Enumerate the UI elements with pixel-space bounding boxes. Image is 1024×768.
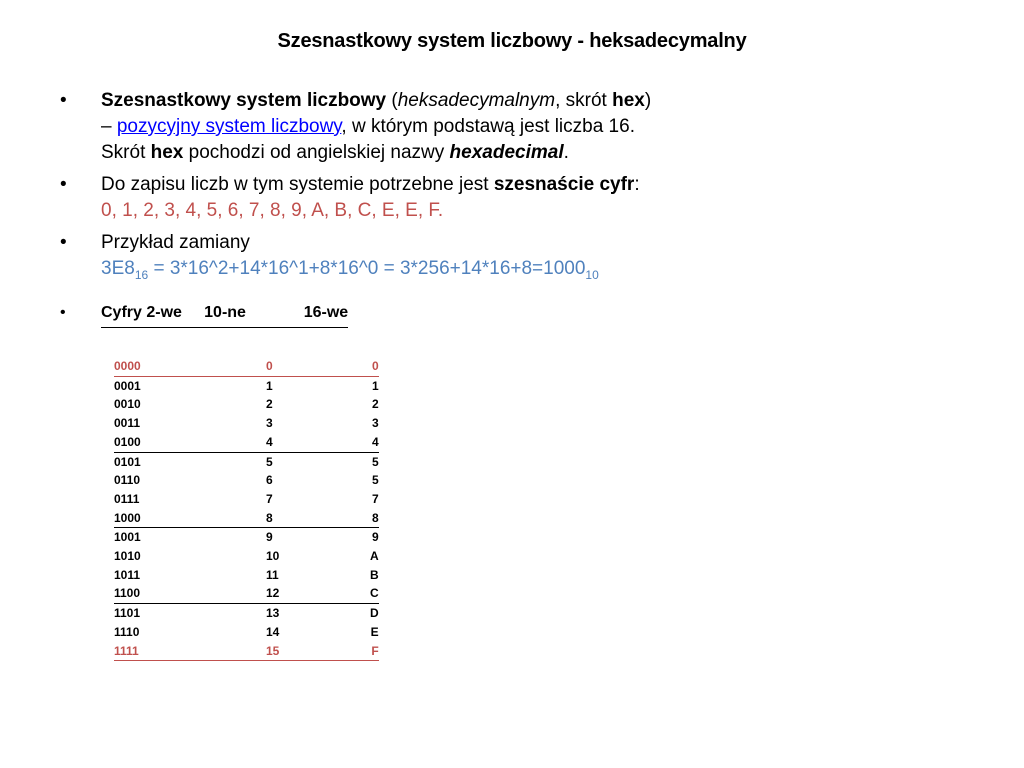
table-row xyxy=(114,642,379,661)
digits-text: Do zapisu liczb w tym systemie potrzebne jest xyxy=(101,174,494,195)
binary-cell: 1011 xyxy=(114,567,141,582)
binary-cell: 1101 xyxy=(114,606,141,621)
def-text: . xyxy=(563,142,569,163)
decimal-cell: 13 xyxy=(266,606,280,621)
hex-cell: E xyxy=(370,624,379,639)
decimal-cell: 6 xyxy=(266,473,273,488)
hex-cell: 7 xyxy=(371,491,379,506)
hex-cell: 8 xyxy=(370,509,379,528)
binary-cell: 1010 xyxy=(114,549,141,564)
hex-cell: B xyxy=(370,567,379,582)
table-row xyxy=(114,509,379,528)
binary-cell: 1111 xyxy=(114,642,266,661)
example-base-10: 10 xyxy=(585,267,599,282)
def-dash: – xyxy=(101,116,117,137)
decimal-cell: 4 xyxy=(266,433,370,452)
binary-cell: 1001 xyxy=(114,530,141,545)
hex-cell: F xyxy=(370,642,379,661)
bullet-marker: • xyxy=(60,174,67,195)
decimal-cell: 8 xyxy=(266,509,370,528)
binary-cell: 1100 xyxy=(114,584,266,603)
def-text: , w którym podstawą jest liczba 16. xyxy=(341,116,635,137)
def-hex: hex xyxy=(150,142,184,163)
decimal-cell: 1 xyxy=(266,378,273,393)
hex-cell: 1 xyxy=(371,378,379,393)
def-hexadecimal: hexadecimal xyxy=(449,142,564,163)
def-text: pochodzi od angielskiej nazwy xyxy=(183,142,450,163)
decimal-cell: 7 xyxy=(266,491,273,506)
bullet-marker: • xyxy=(60,90,67,111)
positional-system-link[interactable]: pozycyjny system liczbowy xyxy=(116,116,342,137)
table-row xyxy=(114,414,379,433)
binary-cell: 0010 xyxy=(114,397,141,412)
digits-bold: szesnaście cyfr xyxy=(493,174,635,195)
table-row xyxy=(114,395,379,414)
hex-cell: D xyxy=(370,606,379,621)
hex-cell: 5 xyxy=(371,473,379,488)
table-row xyxy=(114,623,379,642)
bullet-digits xyxy=(60,172,960,224)
conversion-table-body xyxy=(114,357,379,661)
decimal-cell: 14 xyxy=(266,624,280,639)
def-text: ( xyxy=(386,90,398,111)
hex-cell: C xyxy=(370,584,379,603)
digits-list: 0, 1, 2, 3, 4, 5, 6, 7, 8, 9, A, B, C, E, E, F. xyxy=(101,200,444,221)
bullet-table-header xyxy=(60,300,960,328)
decimal-cell: 11 xyxy=(266,567,279,582)
bullet-example xyxy=(60,230,960,282)
example-formula xyxy=(101,258,599,282)
table-row xyxy=(114,490,379,509)
conversion-table xyxy=(114,357,379,661)
hex-cell: 4 xyxy=(370,433,379,452)
table-row xyxy=(114,547,379,566)
hex-cell: 9 xyxy=(371,530,379,545)
hex-cell: 0 xyxy=(370,357,379,376)
table-header-text: Cyfry 2-we 10-ne 16-we xyxy=(101,300,348,328)
decimal-cell: 5 xyxy=(266,454,273,469)
binary-cell: 0001 xyxy=(114,378,141,393)
binary-cell: 0011 xyxy=(114,416,141,431)
hex-cell: A xyxy=(370,549,379,564)
table-row xyxy=(114,376,379,395)
slide-title: Szesnastkowy system liczbowy - heksadecymalny xyxy=(277,30,747,52)
table-row xyxy=(114,452,379,471)
decimal-cell: 10 xyxy=(266,549,280,564)
decimal-cell: 3 xyxy=(266,416,273,431)
def-text: Skrót xyxy=(101,142,151,163)
table-row xyxy=(114,471,379,490)
table-row xyxy=(114,604,379,623)
decimal-cell: 9 xyxy=(266,530,273,545)
def-italic: heksadecymalnym xyxy=(397,90,556,111)
def-text: ) xyxy=(644,90,652,111)
decimal-cell: 2 xyxy=(266,397,273,412)
table-row xyxy=(114,357,379,376)
table-row xyxy=(114,433,379,452)
bullet-list xyxy=(60,88,960,334)
example-hex-value: 3E8 xyxy=(101,258,135,279)
binary-cell: 0110 xyxy=(114,473,141,488)
binary-cell: 1110 xyxy=(114,624,140,639)
def-text: , skrót xyxy=(555,90,613,111)
bullet-definition xyxy=(60,88,960,166)
decimal-cell: 12 xyxy=(266,584,370,603)
hex-cell: 5 xyxy=(371,454,379,469)
hex-cell: 2 xyxy=(371,397,379,412)
table-row xyxy=(114,528,379,547)
example-base-16: 16 xyxy=(134,267,149,282)
table-row xyxy=(114,566,379,585)
bullet-marker: • xyxy=(60,304,66,321)
binary-cell: 1000 xyxy=(114,509,266,528)
def-term: Szesnastkowy system liczbowy xyxy=(101,90,387,111)
digits-text: : xyxy=(634,174,640,195)
example-label: Przykład zamiany xyxy=(101,232,250,253)
binary-cell: 0100 xyxy=(114,433,266,452)
binary-cell: 0000 xyxy=(114,357,266,376)
binary-cell: 0101 xyxy=(114,454,141,469)
hex-cell: 3 xyxy=(371,416,379,431)
decimal-cell: 15 xyxy=(266,642,370,661)
binary-cell: 0111 xyxy=(114,491,140,506)
example-expansion: = 3*16^2+14*16^1+8*16^0 = 3*256+14*16+8=1000 xyxy=(148,258,586,279)
decimal-cell: 0 xyxy=(266,357,370,376)
def-hex: hex xyxy=(612,90,645,111)
table-row xyxy=(114,584,379,603)
bullet-marker: • xyxy=(60,232,67,253)
